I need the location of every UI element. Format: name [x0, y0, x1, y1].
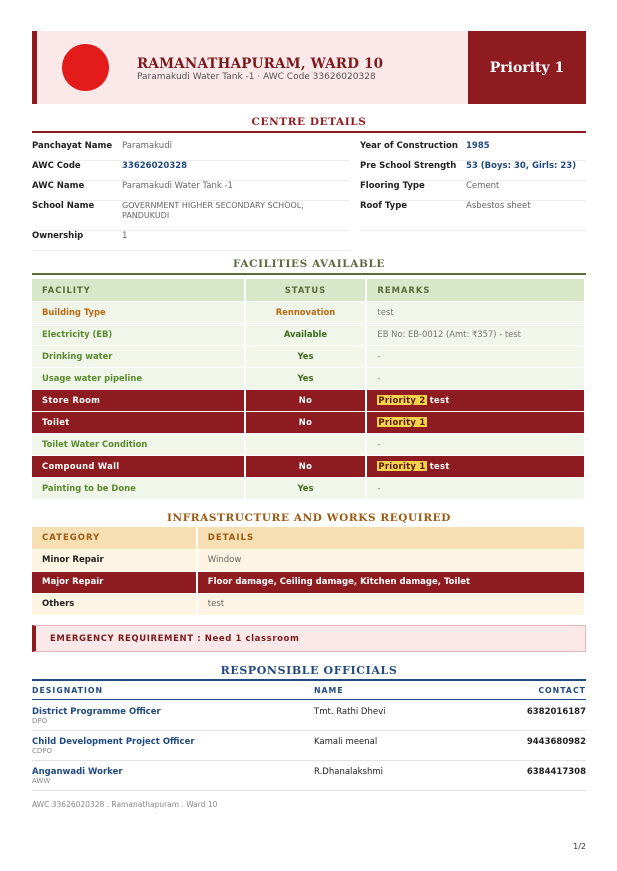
facility-name: Building Type [32, 301, 245, 323]
facility-status: Yes [245, 367, 367, 389]
official-row [32, 731, 586, 761]
facility-name: Usage water pipeline [32, 367, 245, 389]
detail-row-roof [360, 201, 586, 231]
facility-status: Available [245, 323, 367, 345]
table-row-alert [32, 571, 585, 593]
detail-key: Pre School Strength [360, 161, 457, 171]
table-header-row [32, 279, 585, 301]
priority-highlight: Priority 1 [378, 417, 426, 427]
table-row-alert [32, 455, 585, 477]
facility-remark [366, 455, 585, 477]
detail-key: Ownership [32, 231, 84, 241]
table-row [32, 477, 585, 499]
logo-circle [62, 44, 109, 91]
infrastructure-table [32, 527, 586, 616]
facility-remark: test [366, 301, 585, 323]
official-designation: Child Development Project Officer [32, 737, 195, 747]
facility-name: Electricity (EB) [32, 323, 245, 345]
work-category: Others [32, 593, 197, 615]
table-row-alert [32, 389, 585, 411]
detail-key: School Name [32, 201, 95, 211]
detail-row-school-name [32, 201, 350, 231]
priority-badge: Priority 1 [468, 31, 586, 104]
table-row-alert [32, 411, 585, 433]
table-row [32, 367, 585, 389]
detail-value: GOVERNMENT HIGHER SECONDARY SCHOOL, PANDUKUDI [122, 201, 304, 220]
emergency-banner [32, 625, 586, 652]
facility-remark [366, 411, 585, 433]
facilities-table [32, 279, 586, 500]
column-header: CATEGORY [32, 527, 197, 549]
detail-key: Panchayat Name [32, 141, 113, 151]
facility-name: Store Room [32, 389, 245, 411]
officials-header-divider [32, 699, 586, 700]
facility-remark: - [366, 345, 585, 367]
detail-value: 1985 [466, 141, 490, 151]
detail-row-flooring [360, 181, 586, 201]
detail-key: AWC Name [32, 181, 85, 191]
facility-status: No [245, 389, 367, 411]
official-designation: District Programme Officer [32, 707, 161, 717]
column-header: FACILITY [32, 279, 245, 301]
officials-divider [32, 679, 586, 681]
facility-name: Toilet [32, 411, 245, 433]
detail-key: Year of Construction [360, 141, 458, 151]
facility-remark: - [366, 433, 585, 455]
page-footer: AWC 33626020328 . Ramanathapuram . Ward 10 [32, 800, 218, 809]
official-abbreviation: CDPO [32, 747, 53, 755]
officials-title: RESPONSIBLE OFFICIALS [220, 664, 398, 677]
official-name: Kamali meenal [314, 737, 378, 747]
column-header: DESIGNATION [32, 686, 104, 695]
facility-name: Toilet Water Condition [32, 433, 245, 455]
page-title: RAMANATHAPURAM, WARD 10 [137, 56, 384, 72]
column-header: CONTACT [538, 686, 586, 695]
detail-key: AWC Code [32, 161, 81, 171]
remark-text: test [426, 395, 450, 405]
page-number: 1/2 [573, 842, 586, 851]
detail-row-ownership [32, 231, 350, 251]
official-row [32, 761, 586, 791]
detail-value: Paramakudi Water Tank -1 [122, 181, 233, 191]
official-contact: 9443680982 [526, 737, 586, 747]
detail-value: Paramakudi [122, 141, 172, 151]
official-name: R.Dhanalakshmi [314, 767, 383, 777]
column-header: STATUS [245, 279, 367, 301]
facility-name: Painting to be Done [32, 477, 245, 499]
official-contact: 6384417308 [526, 767, 586, 777]
official-contact: 6382016187 [526, 707, 586, 717]
facility-remark: - [366, 477, 585, 499]
column-header: NAME [314, 686, 344, 695]
official-abbreviation: DPO [32, 717, 48, 725]
detail-row-awc-code [32, 161, 350, 181]
official-row [32, 701, 586, 731]
detail-value: Cement [466, 181, 500, 191]
detail-value: 33626020328 [122, 161, 188, 171]
centre-details-divider [32, 131, 586, 133]
work-details: Window [197, 549, 585, 571]
table-row [32, 301, 585, 323]
official-abbreviation: AWW [32, 777, 51, 785]
official-name: Tmt. Rathi Dhevi [314, 707, 386, 717]
facility-status [245, 433, 367, 455]
official-designation: Anganwadi Worker [32, 767, 123, 777]
work-category: Major Repair [32, 571, 197, 593]
detail-key: Flooring Type [360, 181, 425, 191]
remark-text: test [426, 461, 450, 471]
facilities-divider [32, 273, 586, 275]
work-details: Floor damage, Ceiling damage, Kitchen damage, Toilet [197, 571, 585, 593]
detail-value: Asbestos sheet [466, 201, 531, 211]
facility-status: Yes [245, 345, 367, 367]
facility-remark [366, 389, 585, 411]
table-row [32, 323, 585, 345]
facility-status: No [245, 455, 367, 477]
emergency-text: EMERGENCY REQUIREMENT : Need 1 classroom [50, 634, 300, 644]
column-header: DETAILS [197, 527, 585, 549]
table-row [32, 593, 585, 615]
work-details: test [197, 593, 585, 615]
detail-row-awc-name [32, 181, 350, 201]
detail-value: 53 (Boys: 30, Girls: 23) [466, 161, 577, 171]
facility-name: Drinking water [32, 345, 245, 367]
table-header-row [32, 527, 585, 549]
detail-row-year [360, 141, 586, 161]
detail-key: Roof Type [360, 201, 408, 211]
detail-value: 1 [122, 231, 128, 241]
facility-name: Compound Wall [32, 455, 245, 477]
facility-remark: - [366, 367, 585, 389]
report-header [32, 31, 586, 104]
detail-row-panchayat [32, 141, 350, 161]
table-row [32, 549, 585, 571]
facility-status: Rennovation [245, 301, 367, 323]
facilities-title: FACILITIES AVAILABLE [232, 258, 386, 270]
priority-highlight: Priority 2 [378, 395, 426, 405]
facility-remark: EB No: EB-0012 (Amt: ₹357) - test [366, 323, 585, 345]
priority-highlight: Priority 1 [378, 461, 426, 471]
work-category: Minor Repair [32, 549, 197, 571]
table-row [32, 433, 585, 455]
infrastructure-title: INFRASTRUCTURE AND WORKS REQUIRED [167, 512, 451, 524]
detail-row-strength [360, 161, 586, 181]
centre-details-title: CENTRE DETAILS [251, 116, 367, 128]
column-header: REMARKS [366, 279, 585, 301]
facility-status: No [245, 411, 367, 433]
table-row [32, 345, 585, 367]
facility-status: Yes [245, 477, 367, 499]
page-subtitle: Paramakudi Water Tank -1 · AWC Code 33626020328 [137, 72, 376, 82]
